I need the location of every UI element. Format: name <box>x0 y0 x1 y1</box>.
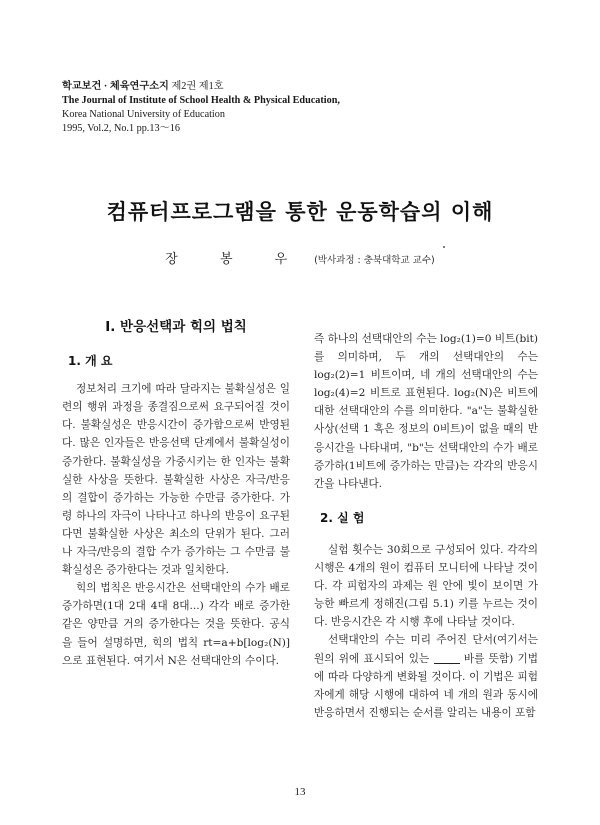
scan-speck <box>443 246 445 248</box>
right-column <box>314 330 538 722</box>
body-paragraph: 실험 횟수는 30회으로 구성되어 있다. 각각의 시행은 4개의 원이 컴퓨터 모니터에 나타날 것이다. 각 피험자의 과제는 원 안에 빛이 보이면 가능한 빠르게 정해진(그림 5.1) 키를 누르는 것이다. 반응시간은 각 시행 후에 나타날 것이다. <box>314 543 538 629</box>
page-number: 13 <box>294 786 306 798</box>
author-name: 장 봉 우 <box>165 252 307 267</box>
journal-name-ko-row <box>62 80 542 94</box>
journal-citation-header <box>62 80 542 136</box>
subsection-heading-experiment: 2. 실 험 <box>320 510 365 525</box>
author-line <box>0 248 600 267</box>
subsection-heading-overview: 1. 개 요 <box>68 354 113 369</box>
section-heading: I. 반응선택과 힉의 법칙 <box>105 319 247 335</box>
journal-volume-pages: 1995, Vol.2, No.1 pp.13～16 <box>62 123 180 134</box>
journal-university: Korea National University of Education <box>62 109 225 120</box>
blank-underline <box>434 652 460 664</box>
paragraph-text-part: 선택대안의 수는 미리 주어진 단서(여기서는 원의 위에 표시되어 있는 <box>314 634 538 665</box>
paragraph-text-part: 바를 뜻함) 기법에 따라 다양하게 변화될 것이다. 이 기법은 피험자에게 해당 시행에 대하여 네 개의 원과 동시에 반응하면서 진행되는 순서를 알리는 내용이 포함 <box>314 652 539 719</box>
body-paragraph: 즉 하나의 선택대안의 수는 log₂(1)=0 비트(bit)를 의미하며, 두 개의 선택대안의 수는 log₂(2)=1 비트이며, 네 개의 선택대안의 수는 log₂(4)=2 비트로 표현된다. log₂(N)은 비트에 대한 선택대안의 수를 의미한다. "a"는 불확실한 사상(선택 1 혹은 정보의 0비트)이 없을 때의 반응시간을 나타내며, "b"는 선택대안의 수가 배로 증가하(1비트에 증가하는 만큼)는 각각의 반응시간을 나타낸다. <box>314 333 538 490</box>
journal-issue-ko: 제2권 제1호 <box>171 81 224 92</box>
journal-name-en: The Journal of Institute of School Health & Physical Education, <box>62 95 340 106</box>
paper-title: 컴퓨터프로그램을 통한 운동학습의 이해 <box>106 200 494 224</box>
body-paragraph: 힉의 법칙은 반응시간은 선택대안의 수가 배로 증가하면(1대 2대 4대 8대...) 각각 배로 증가한 같은 양만큼 거의 증가한다는 것을 뜻한다. 공식을 들어 설명하면, 힉의 법칙 rt=a+b[log₂(N)]으로 표현된다. 여기서 N은 선택대안의 수이다. <box>62 582 290 667</box>
body-paragraph: 정보처리 크기에 따라 달라지는 불확실성은 일련의 행위 과정을 종결짐으로써 요구되어질 것이다. 불확실성은 반응시간이 증가함으로써 반영된다. 많은 인자들은 반응선택 단계에서 불확실성이 증가한다. 불확실성을 가중시키는 한 인자는 불확실한 사상을 뜻한다. 불확실한 사상은 자극/반응의 결합이 증가하는 가능한 수만큼 증가한다. 가령 하나의 자극이 나타나고 하나의 반응이 요구된다면 불확실한 사상은 최소의 단위가 된다. 그러나 자극/반응의 결합 수가 증가하는 그 수만큼 불확실성은 증가한다는 것과 일치한다. <box>62 383 290 577</box>
journal-name-ko: 학교보건 · 체육연구소지 <box>62 81 169 92</box>
body-paragraph <box>314 631 538 721</box>
author-affiliation: (박사과정 : 충북대학교 교수) <box>314 255 435 266</box>
left-column <box>62 318 290 670</box>
